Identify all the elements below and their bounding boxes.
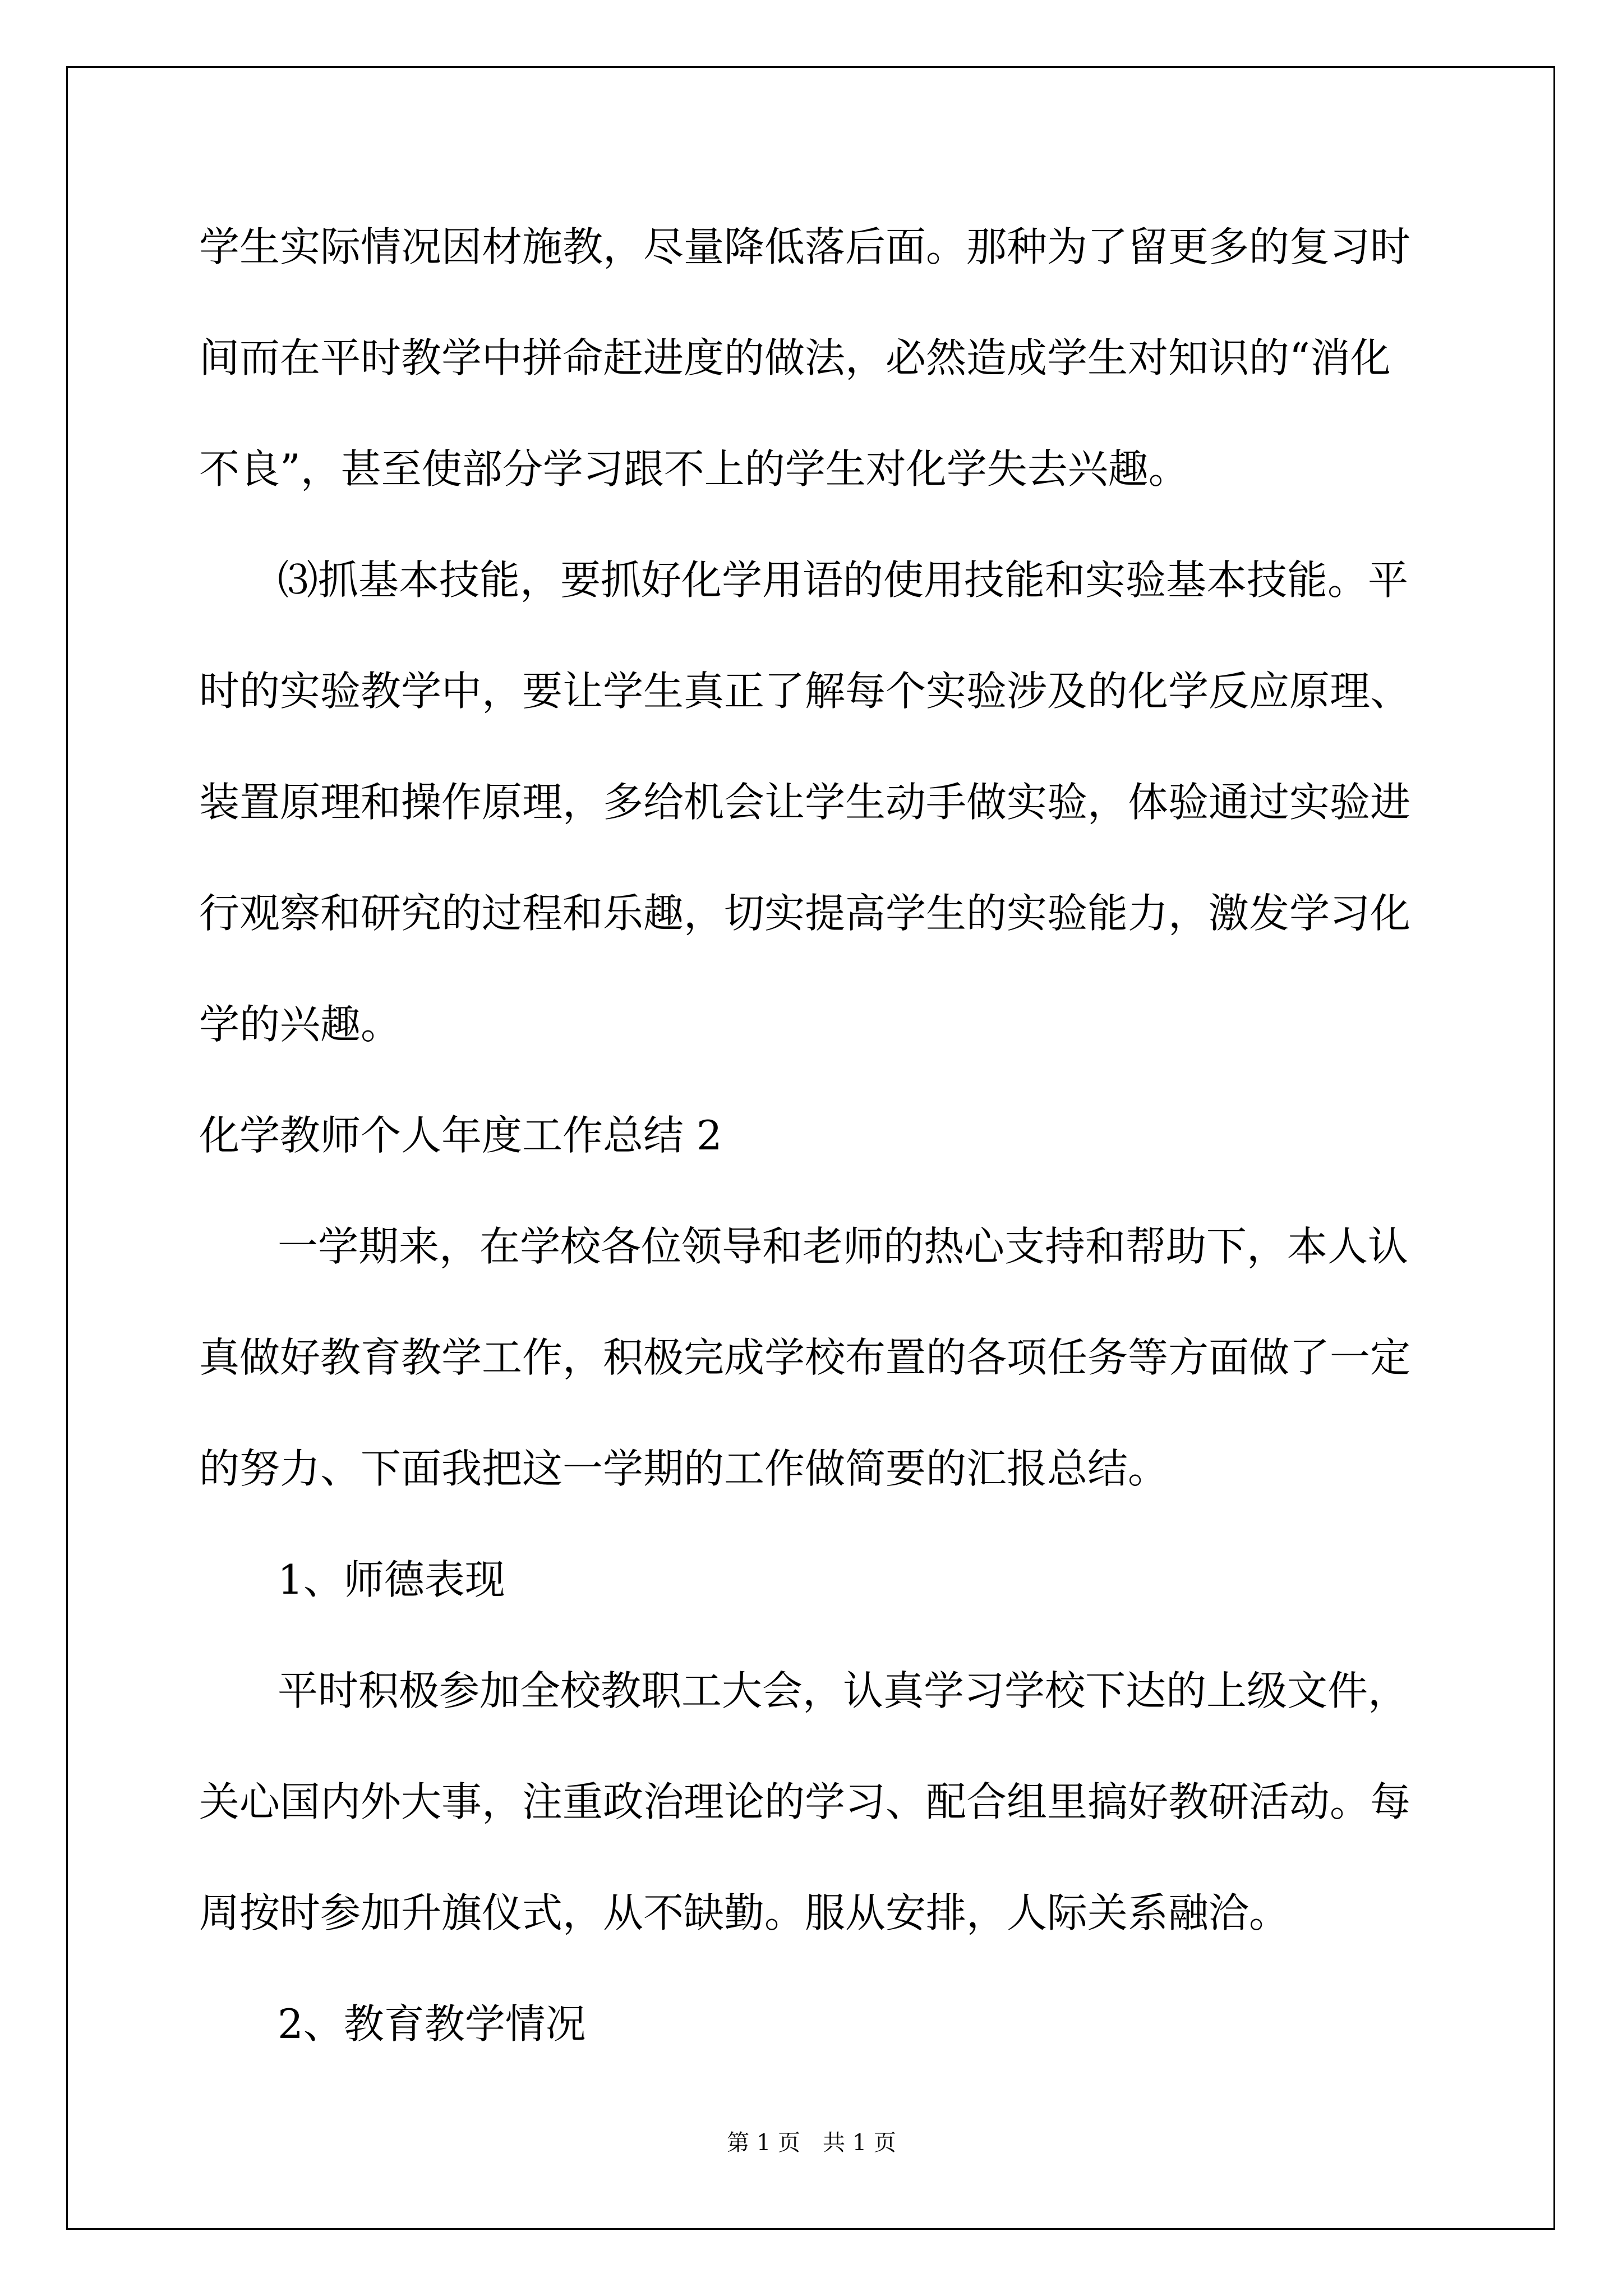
paragraph-line: 时的实验教学中，要让学生真正了解每个实验涉及的化学反应原理、: [199, 668, 1411, 715]
paragraph-line: 学生实际情况因材施教，尽量降低落后面。那种为了留更多的复习时: [199, 223, 1411, 270]
subsection-heading: 2、教育教学情况: [278, 2000, 586, 2047]
section-heading: 化学教师个人年度工作总结 2: [199, 1112, 722, 1159]
paragraph-line: 真做好教育教学工作，积极完成学校布置的各项任务等方面做了一定: [199, 1334, 1411, 1381]
page-number-footer: 第 1 页 共 1 页: [727, 2130, 896, 2156]
paragraph-line: 学的兴趣。: [199, 1001, 402, 1048]
paragraph-line: 关心国内外大事，注重政治理论的学习、配合组里搞好教研活动。每: [199, 1778, 1411, 1825]
subsection-heading: 1、师德表现: [278, 1556, 505, 1603]
paragraph-line: ⑶抓基本技能，要抓好化学用语的使用技能和实验基本技能。平: [278, 556, 1409, 604]
paragraph-line: 平时积极参加全校教职工大会，认真学习学校下达的上级文件，: [278, 1667, 1409, 1714]
paragraph-line: 周按时参加升旗仪式，从不缺勤。服从安排，人际关系融洽。: [199, 1889, 1290, 1936]
paragraph-line: 行观察和研究的过程和乐趣，切实提高学生的实验能力，激发学习化: [199, 890, 1411, 937]
paragraph-line: 不良”，甚至使部分学习跟不上的学生对化学失去兴趣。: [199, 445, 1189, 493]
paragraph-line: 装置原理和操作原理，多给机会让学生动手做实验，体验通过实验进: [199, 779, 1411, 826]
paragraph-line: 一学期来，在学校各位领导和老师的热心支持和帮助下，本人认: [278, 1223, 1409, 1270]
paragraph-line: 间而在平时教学中拼命赶进度的做法，必然造成学生对知识的“消化: [199, 334, 1391, 381]
paragraph-line: 的努力、下面我把这一学期的工作做简要的汇报总结。: [199, 1445, 1169, 1492]
